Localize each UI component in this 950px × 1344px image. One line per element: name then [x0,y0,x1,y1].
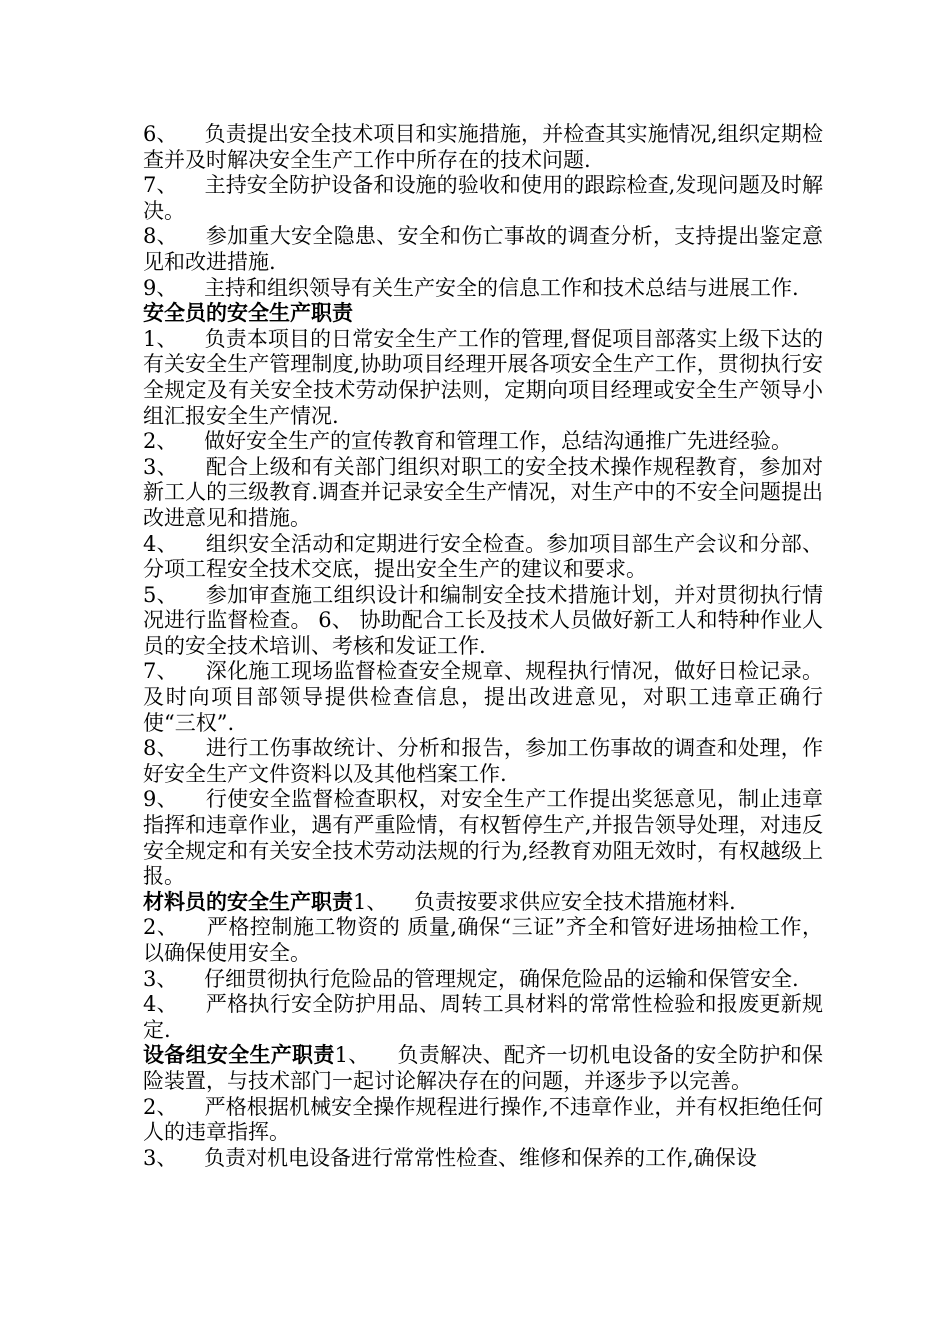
item-number: 8、 [143,736,206,761]
item-number: 3、 [143,966,205,991]
item-text: 参加审查施工组织设计和编制安全技术措施计划，并对贯彻执行情况进行监督检查。 6、 协助配合工长及技术人员做好新工人和特种作业人员的安全技术培训、考核和发证工作. [143,582,824,658]
paragraph-safety-3 [143,455,823,532]
paragraph-equipment-2 [143,1095,823,1146]
item-text: 主持安全防护设备和设施的验收和使用的跟踪检查,发现问题及时解决。 [143,173,823,223]
paragraph-safety-8 [143,736,823,787]
paragraph-safety-7 [143,659,823,736]
paragraph-equipment-3 [143,1146,823,1172]
item-text: 组织安全活动和定期进行安全检查。参加项目部生产会议和分部、分项工程安全技术交底，提出安全生产的建议和要求。 [143,531,824,582]
item-number: 9、 [143,275,205,300]
item-number: 2、 [143,915,207,940]
item-text: 深化施工现场监督检查安全规章、规程执行情况，做好日检记录。及时向项目部领导提供检查信息，提出改进意见，对职工违章正确行使“三权”. [143,659,824,735]
paragraph-8 [143,224,823,275]
item-text: 主持和组织领导有关生产安全的信息工作和技术总结与进展工作. [204,275,799,300]
item-text: 负责对机电设备进行常常性检查、维修和保养的工作,确保设 [204,1145,757,1170]
item-text: 严格执行安全防护用品、周转工具材料的常常性检验和报废更新规定. [143,992,824,1042]
item-number: 2、 [143,429,205,454]
item-number: 6、 [143,122,205,146]
paragraph-6 [143,122,823,173]
paragraph-material-2 [143,915,823,966]
section-heading-equipment: 设备组安全生产职责 [143,1043,335,1068]
section-heading-material: 材料员的安全生产职责 [143,889,353,914]
paragraph-safety-5 [143,583,823,660]
item-text: 负责本项目的日常安全生产工作的管理,督促项目部落实上级下达的有关安全生产管理制度,协助项目经理开展各项安全生产工作，贯彻执行安全规定及有关安全技术劳动保护法则，定期向项目经理或安全生产领导小组汇报安全生产情况. [143,326,823,428]
paragraph-safety-9 [143,787,823,889]
item-number: 1、 [334,1043,398,1068]
item-text: 负责按要求供应安全技术措施材料. [414,889,736,914]
paragraph-material-3 [143,967,823,993]
paragraph-7 [143,173,823,224]
paragraph-safety-2 [143,429,823,455]
paragraph-9 [143,276,823,302]
item-text: 进行工伤事故统计、分析和报告，参加工伤事故的调查和处理，作好安全生产文件资料以及其他档案工作. [143,736,824,786]
item-text: 仔细贯彻执行危险品的管理规定，确保危险品的运输和保管安全. [204,966,799,991]
item-text: 严格根据机械安全操作规程进行操作,不违章作业，并有权拒绝任何人的违章指挥。 [143,1094,823,1145]
item-text: 严格控制施工物资的 质量,确保“三证”齐全和管好进场抽检工作，以确保使用安全。 [143,915,823,965]
item-text: 参加重大安全隐患、安全和伤亡事故的调查分析，支持提出鉴定意见和改进措施. [143,224,824,274]
item-number: 8、 [143,224,206,249]
item-number: 4、 [143,531,206,556]
item-text: 做好安全生产的宣传教育和管理工作，总结沟通推广先进经验。 [204,429,793,454]
item-number: 5、 [143,582,206,607]
item-number: 1、 [353,889,415,914]
paragraph-safety-4 [143,532,823,583]
paragraph-material-1 [143,890,823,916]
item-number: 3、 [143,454,206,479]
paragraph-material-4 [143,992,823,1043]
item-number: 4、 [143,992,206,1017]
paragraph-safety-1 [143,327,823,429]
item-text: 负责解决、配齐一切机电设备的安全防护和保险装置，与技术部门一起讨论解决存在的问题，并逐步予以完善。 [143,1043,824,1093]
item-number: 3、 [143,1145,205,1170]
section-heading-safety-officer: 安全员的安全生产职责 [143,301,353,326]
item-text: 行使安全监督检查职权，对安全生产工作提出奖惩意见，制止违章指挥和违章作业，遇有严重险情，有权暂停生产,并报告领导处理，对违反安全规定和有关安全技术劳动法规的行为,经教育劝阻无效时，有权越级上报。 [143,787,824,889]
document-page [143,122,823,1171]
item-text: 配合上级和有关部门组织对职工的安全技术操作规程教育，参加对新工人的三级教育.调查并记录安全生产情况，对生产中的不安全问题提出改进意见和措施。 [143,454,824,530]
paragraph-equipment-1 [143,1043,823,1094]
item-number: 7、 [143,659,206,684]
item-number: 7、 [143,173,205,198]
item-number: 1、 [143,326,205,351]
item-text: 负责提出安全技术项目和实施措施，并检查其实施情况,组织定期检查并及时解决安全生产工作中所存在的技术问题. [143,122,823,172]
item-number: 2、 [143,1094,205,1119]
item-number: 9、 [143,787,206,812]
